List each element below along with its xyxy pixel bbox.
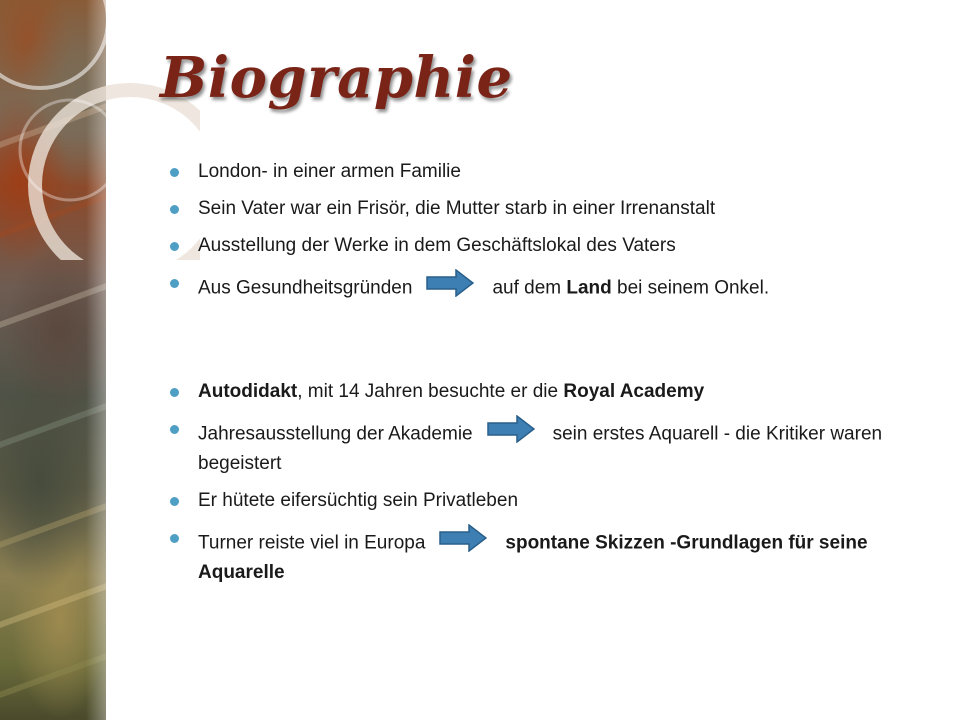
list-item-text: Er hütete eifersüchtig sein Privatleben	[198, 490, 519, 511]
list-item-text: Ausstellung der Werke in dem Geschäftslokal des Vaters	[198, 235, 676, 256]
bullet-dot-icon	[170, 205, 179, 214]
list-item	[160, 526, 940, 585]
list-item-text-end: bei seinem Onkel.	[611, 277, 770, 299]
list-item	[160, 380, 940, 404]
list-item-text: , mit 14 Jahren besuchte er die	[297, 381, 564, 402]
bullet-dot-icon	[170, 242, 179, 251]
page-title: Biographie	[160, 45, 513, 111]
emphasis-text: spontane Skizzen -Grundlagen für seine Aquarelle	[198, 532, 868, 583]
list-item	[160, 234, 940, 258]
list-item-text: Jahresausstellung der Akademie	[198, 423, 473, 445]
list-item-text: London- in einer armen Familie	[198, 161, 461, 182]
list-item	[160, 160, 940, 184]
list-item	[160, 271, 940, 306]
list-item-text-continued: auf dem	[492, 277, 567, 299]
bullet-dot-icon	[170, 388, 179, 397]
list-item	[160, 197, 940, 221]
right-arrow-icon	[487, 415, 535, 450]
bullet-dot-icon	[170, 168, 179, 177]
emphasis-text: Land	[566, 277, 612, 299]
bullet-dot-icon	[170, 534, 179, 543]
emphasis-text: Royal Academy	[563, 381, 705, 402]
turner-painting-strip	[0, 0, 106, 720]
list-item-text-continued: sein erstes Aquarell - die Kritiker waren begeistert	[198, 423, 883, 474]
list-item-text: Turner reiste viel in Europa	[198, 532, 426, 554]
bullet-list-2	[160, 380, 940, 598]
bullet-dot-icon	[170, 279, 179, 288]
list-item	[160, 489, 940, 513]
bullet-dot-icon	[170, 425, 179, 434]
list-item-text: Sein Vater war ein Frisör, die Mutter starb in einer Irrenanstalt	[198, 198, 716, 219]
bullet-list-1	[160, 160, 940, 319]
right-arrow-icon	[439, 524, 487, 559]
bullet-dot-icon	[170, 497, 179, 506]
list-item-text: Aus Gesundheitsgründen	[198, 277, 413, 299]
emphasis-text: Autodidakt	[198, 381, 298, 402]
list-item	[160, 417, 940, 476]
right-arrow-icon	[426, 269, 474, 304]
